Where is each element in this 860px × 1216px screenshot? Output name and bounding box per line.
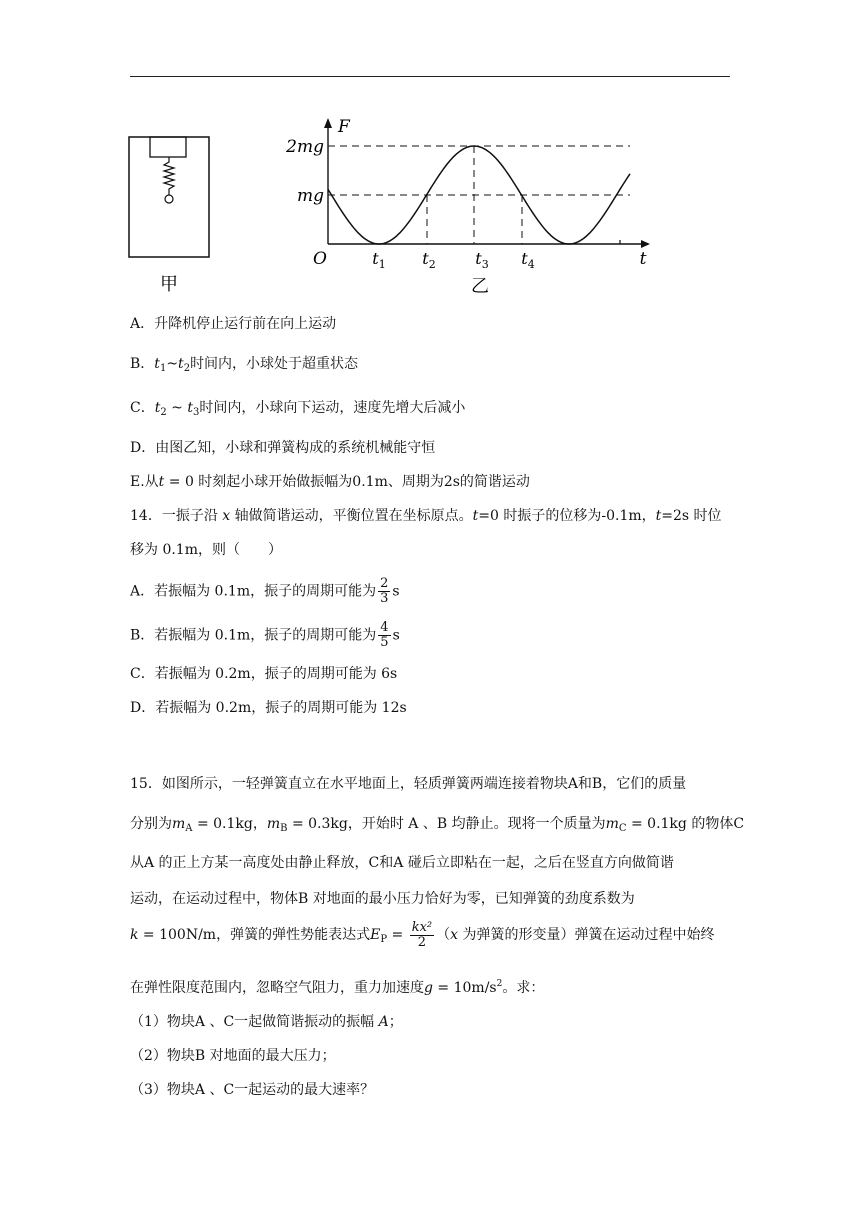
x-tick-t4: $t_4$ (521, 249, 535, 271)
q13-option-b: B．$t_1\sim t_2$时间内，小球处于超重状态 (130, 356, 359, 374)
spring-mount (150, 137, 186, 157)
q15-sub1: （1）物块A 、C一起做简谐振动的振幅 A； (130, 1014, 403, 1030)
q13-option-c: C．$t_2$ ~ $t_3$时间内，小球向下运动，速度先增大后减小 (130, 400, 466, 418)
spring-coil (164, 157, 174, 195)
figure-yi-label: 乙 (471, 276, 489, 297)
q13-option-a: A．升降机停止运行前在向上运动 (130, 316, 337, 332)
header-rule (130, 76, 730, 77)
q13-option-d: D．由图乙知，小球和弹簧构成的系统机械能守恒 (130, 440, 436, 456)
figure-jia (126, 132, 216, 297)
q14-stem-line2: 移为 0.1m，则（ ） (130, 542, 282, 558)
q14-option-c: C．若振幅为 0.2m，振子的周期可能为 6s (130, 666, 398, 682)
x-tick-t2: $t_2$ (422, 249, 436, 271)
q13-option-e: E.从t = 0 时刻起小球开始做振幅为0.1m、周期为2s的简谐运动 (130, 474, 530, 490)
x-axis-label: t (639, 249, 647, 269)
q14-option-b: B．若振幅为 0.1m，振子的周期可能为 $\frac{4}{5}$ s (130, 620, 400, 650)
y-axis-label: F (338, 117, 350, 137)
q15-line4: 运动，在运动过程中，物体B 对地面的最小压力恰好为零，已知弹簧的劲度系数为 (130, 891, 635, 907)
fraction-2-3: $\frac{2}{3}$ (380, 576, 389, 606)
x-tick-t3: $t_3$ (475, 249, 489, 271)
figure-yi (280, 112, 660, 297)
t-axis-arrow (641, 240, 650, 248)
fraction-4-5: $\frac{4}{5}$ (380, 620, 389, 650)
q14-option-d: D．若振幅为 0.2m，振子的周期可能为 12s (130, 700, 407, 716)
q14-stem-line1: 14．一振子沿 x 轴做简谐运动，平衡位置在坐标原点。t=0 时振子的位移为-0.1m，t=2s 时位 (130, 508, 722, 524)
fraction-kx2-2: $\frac{\text{kx²}}{2}$ (411, 919, 433, 950)
y-tick-mg: mg (296, 186, 324, 206)
y-tick-2mg: 2mg (286, 137, 324, 157)
ball (165, 195, 173, 203)
x-tick-t1: $t_1$ (372, 249, 386, 271)
figure-jia-label: 甲 (160, 274, 178, 295)
q15-line2: 分别为$m_A = 0.1kg$，$m_B = 0.3kg$，开始时 A 、B 均静止。现将一个质量为$m_C = 0.1kg$ 的物体C (130, 816, 745, 834)
q15-sub2: （2）物块B 对地面的最大压力； (130, 1048, 336, 1064)
q15-sub3: （3）物块A 、C一起运动的最大速率？ (130, 1082, 375, 1098)
q14-option-a: A．若振幅为 0.1m，振子的周期可能为 $\frac{2}{3}$ s (130, 576, 400, 606)
f-axis-arrow (324, 118, 332, 128)
origin-label: O (313, 249, 327, 269)
q15-line6: 在弹性限度范围内，忽略空气阻力，重力加速度$g = 10m/s^2$。求： (130, 979, 545, 996)
q15-line5: k = 100N/m，弹簧的弹性势能表达式$E_P$ = $\frac{\text{kx²}}{2}$ （x 为弹簧的形变量）弹簧在运动过程中始终 (130, 919, 715, 950)
q15-line1: 15．如图所示，一轻弹簧直立在水平地面上，轻质弹簧两端连接着物块A和B，它们的质量 (130, 776, 687, 792)
q15-line3: 从A 的正上方某一高度处由静止释放，C和A 碰后立即粘在一起，之后在竖直方向做简谐 (130, 855, 674, 871)
